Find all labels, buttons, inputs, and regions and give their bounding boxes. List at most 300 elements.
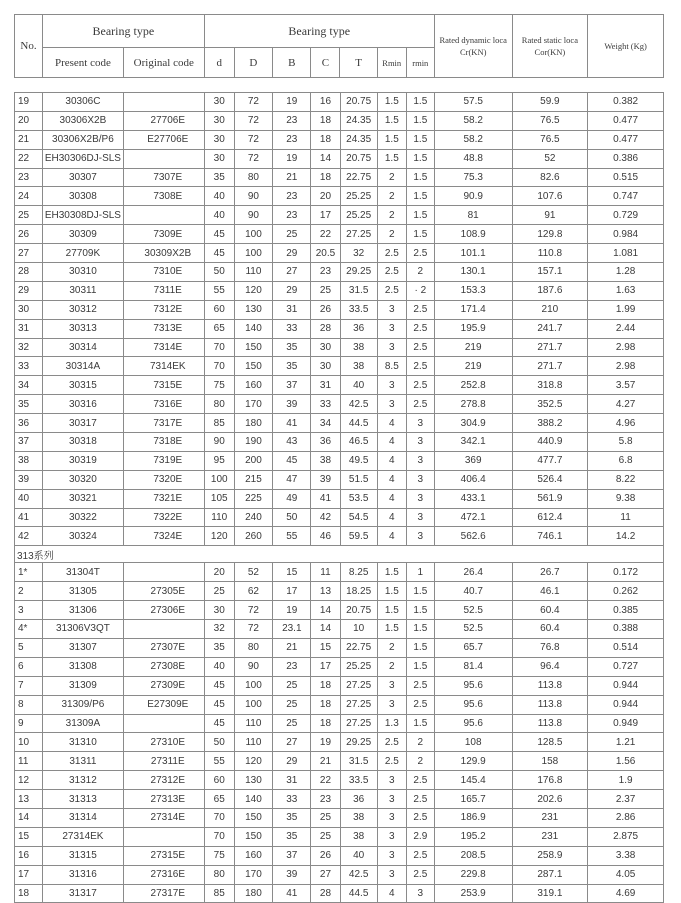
table-row: [15, 319, 664, 338]
cell-no: 5: [15, 638, 43, 657]
cell-r1-min: 2.5: [406, 808, 434, 827]
cell-original-code: 27706E: [123, 111, 204, 130]
cell-r-min: 2.5: [377, 263, 406, 282]
cell-dynamic-load: 406.4: [434, 470, 512, 489]
cell-r-min: 4: [377, 433, 406, 452]
cell-present-code: 31317: [42, 884, 123, 903]
header-bearing-type-right: Bearing type: [204, 15, 434, 48]
cell-D: 180: [234, 884, 272, 903]
cell-original-code: [123, 714, 204, 733]
cell-D: 100: [234, 244, 272, 263]
cell-T: 33.5: [340, 300, 377, 319]
cell-d: 40: [204, 187, 234, 206]
cell-T: 29.25: [340, 733, 377, 752]
table-row: [15, 733, 664, 752]
cell-C: 23: [311, 263, 340, 282]
cell-r-min: 3: [377, 695, 406, 714]
cell-weight: 4.69: [588, 884, 664, 903]
cell-static-load: 526.4: [512, 470, 588, 489]
cell-static-load: 110.8: [512, 244, 588, 263]
cell-weight: 0.477: [588, 130, 664, 149]
cell-C: 17: [311, 206, 340, 225]
cell-original-code: [123, 206, 204, 225]
cell-d: 65: [204, 319, 234, 338]
cell-dynamic-load: 48.8: [434, 149, 512, 168]
cell-d: 35: [204, 168, 234, 187]
cell-B: 35: [273, 808, 311, 827]
table-row: [15, 451, 664, 470]
cell-B: 41: [273, 884, 311, 903]
cell-B: 29: [273, 244, 311, 263]
cell-T: 10: [340, 620, 377, 639]
cell-present-code: 30306X2B/P6: [42, 130, 123, 149]
cell-no: 35: [15, 395, 43, 414]
cell-r-min: 4: [377, 884, 406, 903]
cell-present-code: 30319: [42, 451, 123, 470]
cell-static-load: 318.8: [512, 376, 588, 395]
cell-d: 45: [204, 244, 234, 263]
cell-dynamic-load: 75.3: [434, 168, 512, 187]
cell-T: 42.5: [340, 395, 377, 414]
cell-static-load: 319.1: [512, 884, 588, 903]
cell-original-code: E27309E: [123, 695, 204, 714]
cell-no: 8: [15, 695, 43, 714]
cell-original-code: 27309E: [123, 676, 204, 695]
cell-weight: 1.56: [588, 752, 664, 771]
cell-r1-min: 1.5: [406, 130, 434, 149]
cell-dynamic-load: 195.9: [434, 319, 512, 338]
cell-C: 34: [311, 414, 340, 433]
cell-no: 30: [15, 300, 43, 319]
cell-r1-min: 3: [406, 451, 434, 470]
cell-T: 40: [340, 376, 377, 395]
cell-original-code: 7311E: [123, 281, 204, 300]
cell-D: 110: [234, 714, 272, 733]
cell-static-load: 96.4: [512, 657, 588, 676]
cell-r1-min: 2.5: [406, 790, 434, 809]
cell-static-load: 128.5: [512, 733, 588, 752]
cell-original-code: 7314E: [123, 338, 204, 357]
table-row: [15, 263, 664, 282]
cell-no: 7: [15, 676, 43, 695]
cell-r-min: 3: [377, 395, 406, 414]
cell-T: 38: [340, 357, 377, 376]
cell-original-code: 7316E: [123, 395, 204, 414]
cell-d: 30: [204, 130, 234, 149]
cell-T: 38: [340, 338, 377, 357]
cell-r1-min: 2.5: [406, 676, 434, 695]
cell-D: 72: [234, 93, 272, 112]
cell-r1-min: 3: [406, 508, 434, 527]
cell-r1-min: 1: [406, 563, 434, 582]
cell-weight: 1.28: [588, 263, 664, 282]
cell-r1-min: 2.5: [406, 319, 434, 338]
cell-r-min: 1.5: [377, 620, 406, 639]
header-T: T: [340, 48, 377, 78]
cell-r1-min: 3: [406, 414, 434, 433]
cell-dynamic-load: 369: [434, 451, 512, 470]
cell-present-code: 31312: [42, 771, 123, 790]
cell-B: 37: [273, 376, 311, 395]
cell-T: 54.5: [340, 508, 377, 527]
cell-static-load: 82.6: [512, 168, 588, 187]
cell-T: 22.75: [340, 168, 377, 187]
cell-static-load: 202.6: [512, 790, 588, 809]
cell-original-code: 7314EK: [123, 357, 204, 376]
cell-r-min: 4: [377, 489, 406, 508]
cell-r-min: 1.5: [377, 601, 406, 620]
cell-B: 35: [273, 357, 311, 376]
cell-C: 46: [311, 527, 340, 546]
cell-present-code: 30314A: [42, 357, 123, 376]
cell-present-code: 27709K: [42, 244, 123, 263]
cell-no: 29: [15, 281, 43, 300]
cell-r-min: 2.5: [377, 752, 406, 771]
cell-static-load: 477.7: [512, 451, 588, 470]
cell-B: 21: [273, 638, 311, 657]
cell-weight: 1.99: [588, 300, 664, 319]
cell-r-min: 1.5: [377, 582, 406, 601]
cell-original-code: 27311E: [123, 752, 204, 771]
cell-D: 72: [234, 111, 272, 130]
table-row: [15, 300, 664, 319]
cell-original-code: 7317E: [123, 414, 204, 433]
cell-present-code: 31306V3QT: [42, 620, 123, 639]
cell-static-load: 91: [512, 206, 588, 225]
cell-dynamic-load: 95.6: [434, 714, 512, 733]
cell-dynamic-load: 433.1: [434, 489, 512, 508]
cell-present-code: 31308: [42, 657, 123, 676]
cell-C: 20.5: [311, 244, 340, 263]
cell-r-min: 3: [377, 376, 406, 395]
cell-original-code: E27706E: [123, 130, 204, 149]
cell-static-load: 176.8: [512, 771, 588, 790]
cell-original-code: 7308E: [123, 187, 204, 206]
table-row: [15, 281, 664, 300]
cell-r1-min: 2.5: [406, 865, 434, 884]
table-row: [15, 601, 664, 620]
header-static-load: Rated static loca Cor(KN): [512, 15, 588, 78]
cell-r1-min: 1.5: [406, 601, 434, 620]
cell-r1-min: 1.5: [406, 620, 434, 639]
cell-dynamic-load: 129.9: [434, 752, 512, 771]
cell-D: 72: [234, 620, 272, 639]
table-row: [15, 168, 664, 187]
cell-no: 42: [15, 527, 43, 546]
table-row: [15, 376, 664, 395]
cell-D: 62: [234, 582, 272, 601]
cell-d: 70: [204, 808, 234, 827]
cell-C: 15: [311, 638, 340, 657]
cell-present-code: 30314: [42, 338, 123, 357]
cell-weight: 0.727: [588, 657, 664, 676]
cell-dynamic-load: 208.5: [434, 846, 512, 865]
table-row: [15, 884, 664, 903]
cell-D: 72: [234, 149, 272, 168]
cell-static-load: 107.6: [512, 187, 588, 206]
cell-present-code: 31313: [42, 790, 123, 809]
cell-no: 24: [15, 187, 43, 206]
cell-d: 70: [204, 357, 234, 376]
cell-no: 3: [15, 601, 43, 620]
table-row: [15, 338, 664, 357]
cell-d: 30: [204, 601, 234, 620]
cell-no: 11: [15, 752, 43, 771]
cell-C: 30: [311, 357, 340, 376]
cell-T: 22.75: [340, 638, 377, 657]
cell-d: 32: [204, 620, 234, 639]
cell-dynamic-load: 562.6: [434, 527, 512, 546]
cell-weight: 0.984: [588, 225, 664, 244]
cell-weight: 2.86: [588, 808, 664, 827]
cell-static-load: 440.9: [512, 433, 588, 452]
cell-original-code: 7321E: [123, 489, 204, 508]
cell-T: 44.5: [340, 414, 377, 433]
cell-no: 13: [15, 790, 43, 809]
cell-C: 25: [311, 808, 340, 827]
cell-r-min: 2.5: [377, 733, 406, 752]
cell-weight: 11: [588, 508, 664, 527]
cell-dynamic-load: 40.7: [434, 582, 512, 601]
cell-D: 150: [234, 338, 272, 357]
cell-B: 43: [273, 433, 311, 452]
cell-D: 130: [234, 300, 272, 319]
cell-present-code: 30324: [42, 527, 123, 546]
cell-original-code: 7318E: [123, 433, 204, 452]
table-row: [15, 111, 664, 130]
cell-r-min: 3: [377, 846, 406, 865]
cell-static-load: 26.7: [512, 563, 588, 582]
cell-weight: 1.9: [588, 771, 664, 790]
cell-static-load: 231: [512, 808, 588, 827]
cell-dynamic-load: 304.9: [434, 414, 512, 433]
cell-weight: 0.262: [588, 582, 664, 601]
cell-no: 15: [15, 827, 43, 846]
cell-static-load: 612.4: [512, 508, 588, 527]
cell-static-load: 157.1: [512, 263, 588, 282]
cell-dynamic-load: 81.4: [434, 657, 512, 676]
cell-present-code: 31305: [42, 582, 123, 601]
cell-r1-min: 1.5: [406, 206, 434, 225]
cell-B: 33: [273, 790, 311, 809]
cell-C: 21: [311, 752, 340, 771]
cell-d: 100: [204, 470, 234, 489]
cell-B: 55: [273, 527, 311, 546]
table-row: [15, 676, 664, 695]
cell-D: 215: [234, 470, 272, 489]
cell-D: 200: [234, 451, 272, 470]
cell-original-code: 7309E: [123, 225, 204, 244]
cell-T: 25.25: [340, 206, 377, 225]
cell-dynamic-load: 145.4: [434, 771, 512, 790]
cell-d: 50: [204, 733, 234, 752]
cell-r1-min: 2: [406, 733, 434, 752]
cell-weight: 5.8: [588, 433, 664, 452]
cell-D: 260: [234, 527, 272, 546]
table-row: [15, 470, 664, 489]
cell-B: 23: [273, 130, 311, 149]
cell-no: 16: [15, 846, 43, 865]
cell-r-min: 3: [377, 827, 406, 846]
cell-static-load: 287.1: [512, 865, 588, 884]
header-bearing-type-left: Bearing type: [42, 15, 204, 48]
cell-original-code: 27316E: [123, 865, 204, 884]
cell-no: 31: [15, 319, 43, 338]
cell-r1-min: 2.5: [406, 376, 434, 395]
cell-weight: 1.63: [588, 281, 664, 300]
cell-B: 41: [273, 414, 311, 433]
cell-T: 38: [340, 827, 377, 846]
table-row: [15, 563, 664, 582]
cell-original-code: [123, 93, 204, 112]
cell-weight: 0.477: [588, 111, 664, 130]
cell-r1-min: 2.5: [406, 395, 434, 414]
cell-D: 170: [234, 395, 272, 414]
table-row: [15, 489, 664, 508]
cell-T: 27.25: [340, 695, 377, 714]
cell-B: 33: [273, 319, 311, 338]
cell-r-min: 3: [377, 865, 406, 884]
cell-r1-min: 2.5: [406, 695, 434, 714]
cell-r-min: 1.3: [377, 714, 406, 733]
cell-B: 50: [273, 508, 311, 527]
cell-B: 15: [273, 563, 311, 582]
cell-B: 25: [273, 695, 311, 714]
cell-d: 70: [204, 338, 234, 357]
cell-B: 31: [273, 300, 311, 319]
cell-T: 24.35: [340, 130, 377, 149]
cell-C: 11: [311, 563, 340, 582]
cell-weight: 3.38: [588, 846, 664, 865]
cell-D: 90: [234, 657, 272, 676]
cell-static-load: 561.9: [512, 489, 588, 508]
cell-present-code: EH30306DJ-SLS: [42, 149, 123, 168]
cell-present-code: 30312: [42, 300, 123, 319]
cell-D: 150: [234, 827, 272, 846]
cell-d: 85: [204, 884, 234, 903]
cell-C: 22: [311, 771, 340, 790]
cell-B: 23: [273, 657, 311, 676]
table-row: [15, 771, 664, 790]
cell-weight: 0.944: [588, 676, 664, 695]
cell-d: 110: [204, 508, 234, 527]
cell-original-code: 7315E: [123, 376, 204, 395]
table-row: [15, 206, 664, 225]
cell-B: 29: [273, 752, 311, 771]
cell-C: 25: [311, 281, 340, 300]
cell-no: 14: [15, 808, 43, 827]
cell-T: 31.5: [340, 752, 377, 771]
cell-no: 34: [15, 376, 43, 395]
cell-dynamic-load: 52.5: [434, 620, 512, 639]
table-row: [15, 638, 664, 657]
cell-D: 80: [234, 168, 272, 187]
cell-C: 30: [311, 338, 340, 357]
cell-d: 55: [204, 281, 234, 300]
table-row: [15, 395, 664, 414]
cell-T: 49.5: [340, 451, 377, 470]
cell-r1-min: 2.9: [406, 827, 434, 846]
cell-no: 32: [15, 338, 43, 357]
cell-static-load: 113.8: [512, 695, 588, 714]
cell-dynamic-load: 108: [434, 733, 512, 752]
cell-dynamic-load: 65.7: [434, 638, 512, 657]
cell-dynamic-load: 219: [434, 338, 512, 357]
cell-r-min: 4: [377, 508, 406, 527]
cell-d: 75: [204, 376, 234, 395]
cell-T: 25.25: [340, 187, 377, 206]
cell-no: 6: [15, 657, 43, 676]
table-row: [15, 244, 664, 263]
cell-no: 36: [15, 414, 43, 433]
cell-weight: 0.386: [588, 149, 664, 168]
header-r1-min: rmin: [406, 48, 434, 78]
cell-weight: 0.382: [588, 93, 664, 112]
cell-original-code: 30309X2B: [123, 244, 204, 263]
cell-no: 19: [15, 93, 43, 112]
cell-present-code: 30321: [42, 489, 123, 508]
cell-r-min: 2: [377, 225, 406, 244]
cell-dynamic-load: 171.4: [434, 300, 512, 319]
cell-static-load: 76.8: [512, 638, 588, 657]
cell-D: 100: [234, 676, 272, 695]
cell-r1-min: · 2: [406, 281, 434, 300]
cell-weight: 2.44: [588, 319, 664, 338]
cell-d: 20: [204, 563, 234, 582]
cell-D: 240: [234, 508, 272, 527]
cell-D: 140: [234, 319, 272, 338]
cell-original-code: [123, 620, 204, 639]
cell-r-min: 3: [377, 771, 406, 790]
cell-d: 90: [204, 433, 234, 452]
cell-weight: 0.514: [588, 638, 664, 657]
cell-dynamic-load: 101.1: [434, 244, 512, 263]
cell-d: 60: [204, 300, 234, 319]
cell-B: 25: [273, 225, 311, 244]
cell-C: 23: [311, 790, 340, 809]
cell-T: 24.35: [340, 111, 377, 130]
cell-weight: 4.27: [588, 395, 664, 414]
cell-original-code: 27317E: [123, 884, 204, 903]
cell-T: 25.25: [340, 657, 377, 676]
cell-dynamic-load: 95.6: [434, 695, 512, 714]
cell-dynamic-load: 95.6: [434, 676, 512, 695]
cell-d: 70: [204, 827, 234, 846]
cell-B: 35: [273, 827, 311, 846]
cell-r1-min: 1.5: [406, 582, 434, 601]
cell-d: 45: [204, 714, 234, 733]
cell-weight: 0.515: [588, 168, 664, 187]
cell-no: 39: [15, 470, 43, 489]
cell-r1-min: 1.5: [406, 714, 434, 733]
cell-original-code: 7310E: [123, 263, 204, 282]
cell-static-load: 129.8: [512, 225, 588, 244]
cell-dynamic-load: 90.9: [434, 187, 512, 206]
cell-D: 140: [234, 790, 272, 809]
cell-no: 2: [15, 582, 43, 601]
cell-T: 31.5: [340, 281, 377, 300]
cell-present-code: 27314EK: [42, 827, 123, 846]
cell-original-code: 7320E: [123, 470, 204, 489]
cell-r1-min: 2: [406, 263, 434, 282]
cell-d: 85: [204, 414, 234, 433]
cell-weight: 14.2: [588, 527, 664, 546]
cell-r1-min: 3: [406, 470, 434, 489]
cell-d: 30: [204, 93, 234, 112]
table-row: [15, 508, 664, 527]
cell-dynamic-load: 186.9: [434, 808, 512, 827]
table-row: [15, 808, 664, 827]
